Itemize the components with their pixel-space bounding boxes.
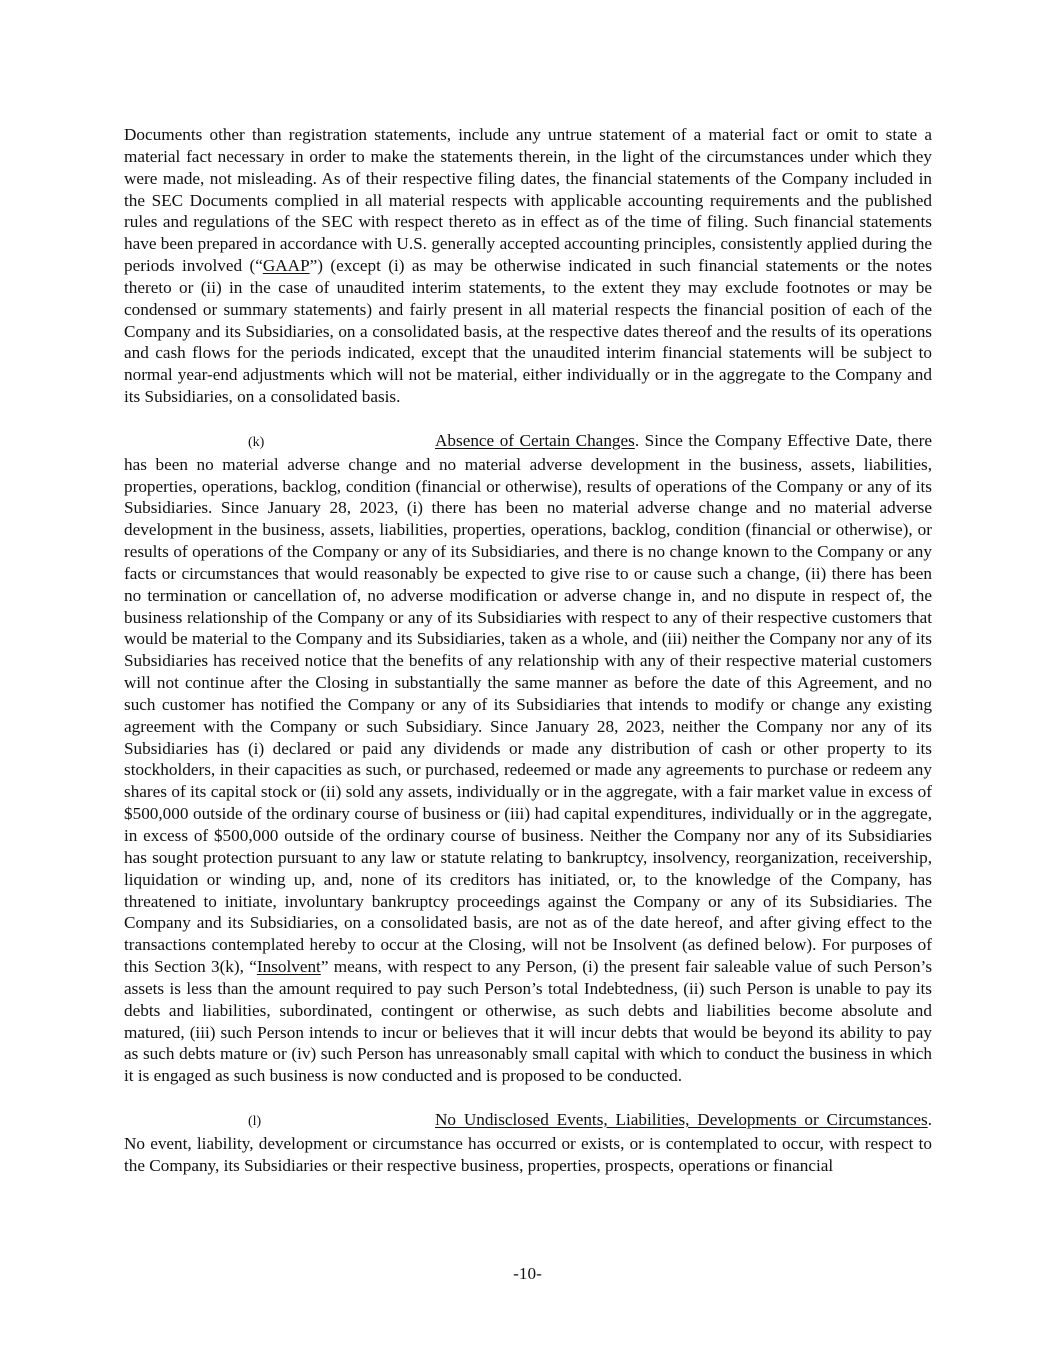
paragraph-spacer xyxy=(124,1087,932,1109)
section-k-text: ” means, with respect to any Person, (i) the present fair saleable value of such Person’s assets is less than the amount required to pay such Person’s total Indebtedness, (ii) such Person is unable to pay its debts and liabilities, subordinated, contingent or otherwise, as such debts and liabilities become absolute and matured, (iii) such Person intends to incur or believes that it will incur debts that would be beyond its ability to pay as such debts mature or (iv) such Person has unreasonably small capital with which to conduct the business in which it is engaged as such business is now conducted and is proposed to be conducted. xyxy=(124,957,933,1086)
defined-term-gaap: GAAP xyxy=(262,256,310,276)
section-l-paragraph xyxy=(124,1109,932,1177)
paragraph-financial-statements xyxy=(124,124,932,408)
section-k-paragraph xyxy=(124,430,932,1087)
paragraph-spacer xyxy=(124,408,932,430)
document-page xyxy=(124,124,932,1177)
section-indent xyxy=(124,1109,435,1133)
paragraph-text: Documents other than registration statements, include any untrue statement of a material fact or omit to state a material fact necessary in order to make the statements therein, in the light of the circumstances under which they were made, not misleading. As of their respective filing dates, the financial statements of the Company included in the SEC Documents complied in all material respects with applicable accounting requirements and the published rules and regulations of the SEC with respect thereto as in effect as of the time of filing. Such financial statements have been prepared in accordance with U.S. generally accepted accounting principles, consistently applied during the periods involved (“ xyxy=(124,125,932,276)
section-l-heading: No Undisclosed Events, Liabilities, Developments or Circumstances xyxy=(435,1109,928,1129)
section-l-label: (l) xyxy=(248,1113,262,1129)
paragraph-text: ”) (except (i) as may be otherwise indicated in such financial statements or the notes thereto or (ii) in the case of unaudited interim statements, to the extent they may exclude footnotes or may be condensed or summary statements) and fairly present in all material respects the financial position of each of the Company and its Subsidiaries, on a consolidated basis, at the respective dates thereof and the results of its operations and cash flows for the periods indicated, except that the unaudited interim financial statements will be subject to normal year-end adjustments which will not be material, either individually or in the aggregate to the Company and its Subsidiaries, on a consolidated basis. xyxy=(124,256,933,407)
section-indent xyxy=(124,430,435,454)
section-k-label: (k) xyxy=(248,434,265,450)
section-k-text: . Since the Company Effective Date, there has been no material adverse change and no material adverse development in the business, assets, liabilities, properties, operations, backlog, condition (financial or otherwise), results of operations of the Company or any of its Subsidiaries. Since January 28, 2023, (i) there has been no material adverse change and no material adverse development in the business, assets, liabilities, properties, operations, backlog, condition (financial or otherwise), or results of operations of the Company or any of its Subsidiaries, and there is no change known to the Company or any facts or circumstances that would reasonably be expected to give rise to or cause such a change, (ii) there has been no termination or cancellation of, no adverse modification or adverse change in, and no dispute in respect of, the business relationship of the Company or any of its Subsidiaries with respect to any of their respective customers that would be material to the Company and its Subsidiaries, taken as a whole, and (iii) neither the Company nor any of its Subsidiaries has received notice that the benefits of any relationship with any of their respective material customers will not continue after the Closing in substantially the same manner as before the date of this Agreement, and no such customer has notified the Company or any of its Subsidiaries that intends to modify or change any existing agreement with the Company or such Subsidiary. Since January 28, 2023, neither the Company nor any of its Subsidiaries has (i) declared or paid any dividends or made any distribution of cash or other property to its stockholders, in their capacities as such, or purchased, redeemed or made any agreements to purchase or redeem any shares of its capital stock or (ii) sold any assets, individually or in the aggregate, with a fair market value in excess of $500,000 outside of the ordinary course of business or (iii) had capital expenditures, individually or in the aggregate, in excess of $500,000 outside of the ordinary course of business. Neither the Company nor any of its Subsidiaries has sought protection pursuant to any law or statute relating to bankruptcy, insolvency, reorganization, receivership, liquidation or winding up, and, none of its creditors has initiated, or, to the knowledge of the Company, has threatened to initiate, involuntary bankruptcy proceedings against the Company or any of its Subsidiaries. The Company and its Subsidiaries, on a consolidated basis, are not as of the date hereof, and after giving effect to the transactions contemplated hereby to occur at the Closing, will not be Insolvent (as defined below). For purposes of this Section 3(k), “ xyxy=(124,430,932,977)
section-k-heading: Absence of Certain Changes xyxy=(435,430,635,450)
section-l-text: . No event, liability, development or circumstance has occurred or exists, or is contemplated to occur, with respect to the Company, its Subsidiaries or their respective business, properties, prospects, operations or financial xyxy=(124,1109,932,1175)
page-number: -10- xyxy=(513,1264,542,1283)
defined-term-insolvent: Insolvent xyxy=(256,957,321,977)
